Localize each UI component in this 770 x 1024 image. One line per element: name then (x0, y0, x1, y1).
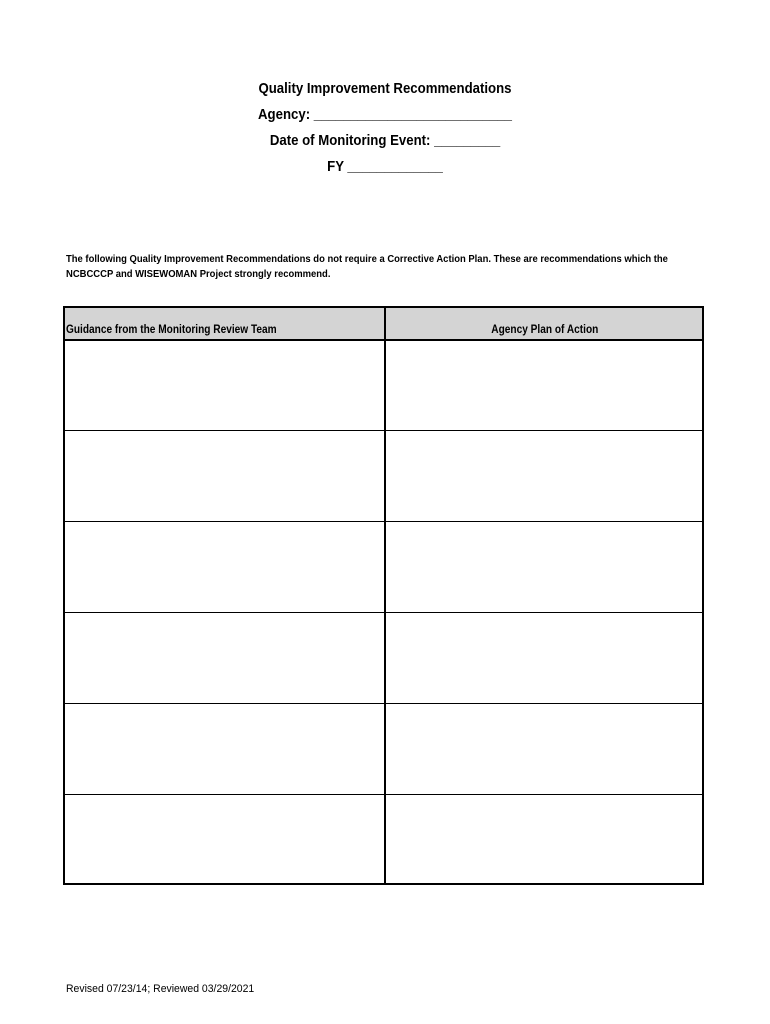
column-header-agency-plan: Agency Plan of Action (491, 324, 599, 336)
guidance-cell[interactable] (65, 704, 384, 794)
fiscal-year-line: FY _____________ (327, 158, 443, 175)
revision-footer: Revised 07/23/14; Reviewed 03/29/2021 (66, 983, 255, 995)
document-header (0, 76, 770, 180)
guidance-cell[interactable] (65, 341, 384, 430)
column-header-guidance: Guidance from the Monitoring Review Team (66, 324, 277, 336)
intro-paragraph: The following Quality Improvement Recommendations do not require a Corrective Action Plan. These are recommendations which the NCBCCCP and WISEWOMAN Project strongly recommend. (66, 253, 668, 280)
agency-line: Agency: ___________________________ (258, 106, 512, 123)
agency-plan-cell[interactable] (386, 795, 702, 883)
recommendations-table (63, 306, 704, 885)
guidance-cell[interactable] (65, 431, 384, 521)
document-title: Quality Improvement Recommendations (258, 80, 512, 97)
agency-plan-cell[interactable] (386, 341, 702, 430)
agency-plan-cell[interactable] (386, 522, 702, 612)
guidance-cell[interactable] (65, 613, 384, 703)
monitoring-date-line: Date of Monitoring Event: _________ (269, 132, 501, 149)
agency-plan-cell[interactable] (386, 613, 702, 703)
agency-plan-cell[interactable] (386, 431, 702, 521)
agency-plan-cell[interactable] (386, 704, 702, 794)
guidance-cell[interactable] (65, 522, 384, 612)
guidance-cell[interactable] (65, 795, 384, 883)
